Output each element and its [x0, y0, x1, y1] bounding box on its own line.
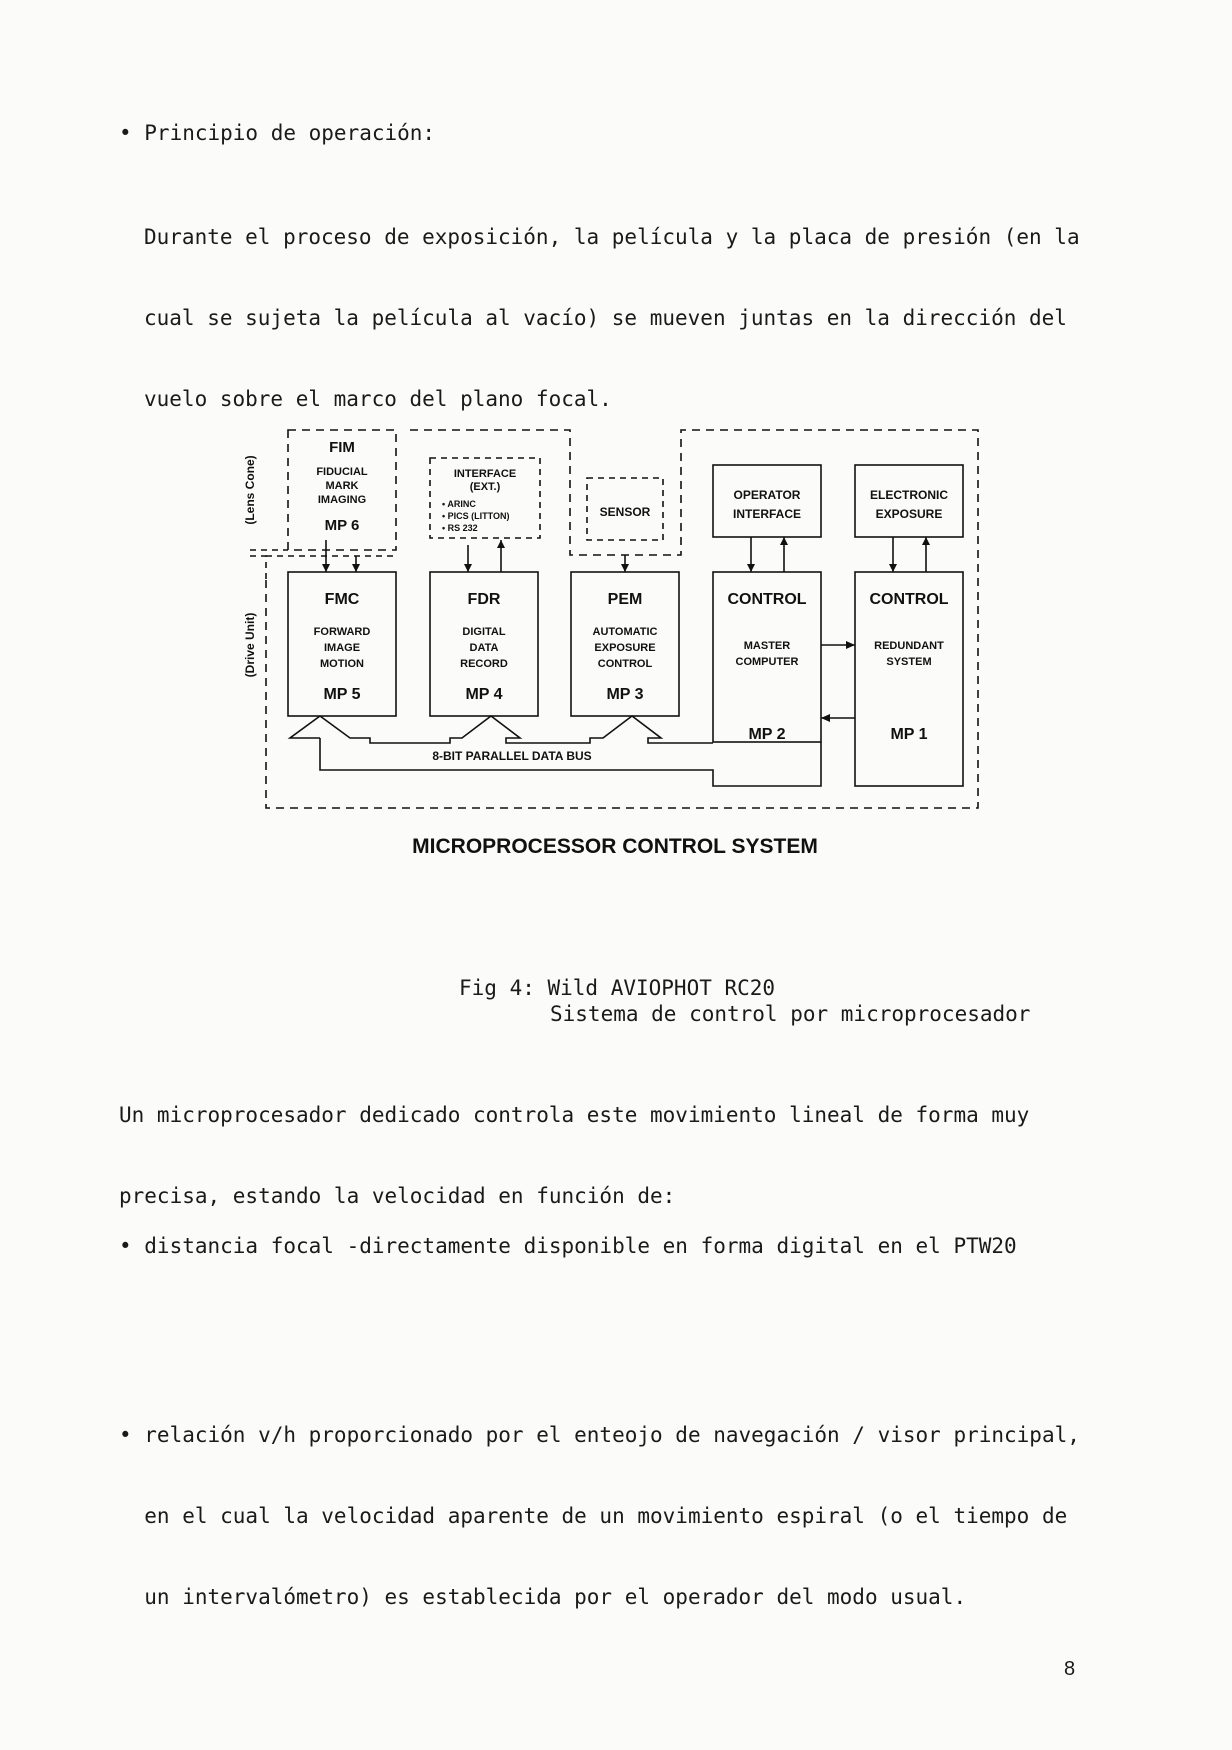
fdr-line: DIGITAL	[462, 626, 506, 638]
sensor-label: SENSOR	[599, 505, 651, 519]
interface-item: • PICS (LITTON)	[442, 511, 510, 521]
paragraph-1-line: Durante el proceso de exposición, la película y la placa de presión (en la	[144, 225, 1080, 249]
bullet-list	[119, 1125, 1080, 1692]
fdr-line: RECORD	[460, 658, 508, 670]
fmc-line: FORWARD	[313, 626, 371, 638]
fmc-abbr: FMC	[324, 591, 360, 608]
control-master-line: COMPUTER	[735, 656, 799, 668]
control-master-mp: MP 2	[748, 726, 786, 743]
page-number: 8	[1064, 1658, 1076, 1680]
bullet-line: en el cual la velocidad aparente de un movimiento espiral (o el tiempo de	[119, 1504, 1068, 1528]
bullet-item	[119, 1179, 1080, 1314]
control-master-line: MASTER	[743, 640, 791, 652]
operator-interface-line: INTERFACE	[732, 507, 802, 521]
operator-interface-line: OPERATOR	[733, 488, 801, 502]
bullet-line: • distancia focal -directamente disponible en forma digital en el PTW20	[119, 1234, 1017, 1258]
bullet-line: • relación v/h proporcionado por el enteojo de navegación / visor principal,	[119, 1423, 1080, 1447]
paragraph-2-line: precisa, estando la velocidad en función de:	[119, 1184, 676, 1208]
pem-line: AUTOMATIC	[592, 626, 658, 638]
control-redundant-line: SYSTEM	[886, 656, 932, 668]
interface-item: • ARINC	[442, 499, 476, 509]
fim-mp: MP 6	[324, 517, 360, 534]
sensor-group-boundary	[410, 430, 681, 555]
bullet-line: un intervalómetro) es establecida por el operador del modo usual.	[119, 1585, 967, 1609]
control-master-title: CONTROL	[727, 591, 807, 608]
fdr-line: DATA	[469, 642, 499, 654]
fmc-mp: MP 5	[323, 686, 361, 703]
electronic-exposure-line: ELECTRONIC	[870, 488, 948, 502]
paragraph-1-line: cual se sujeta la película al vacío) se mueven juntas en la dirección del	[144, 306, 1067, 330]
data-bus-label: 8-BIT PARALLEL DATA BUS	[432, 749, 592, 763]
pem-abbr: PEM	[607, 591, 643, 608]
pem-line: CONTROL	[597, 658, 653, 670]
interface-item: • RS 232	[442, 523, 478, 533]
outer-dashed-boundary	[266, 430, 978, 808]
fmc-line: IMAGE	[323, 642, 361, 654]
figure-caption-line2: Sistema de control por microprocesador	[550, 1002, 1031, 1026]
drive-unit-label: (Drive Unit)	[243, 612, 257, 678]
section-heading: • Principio de operación:	[119, 121, 436, 145]
interface-title: INTERFACE	[453, 468, 517, 480]
paragraph-1-line: vuelo sobre el marco del plano focal.	[144, 387, 612, 411]
pem-mp: MP 3	[606, 686, 644, 703]
pem-line: EXPOSURE	[594, 642, 656, 654]
bullet-item	[119, 1368, 1080, 1665]
figure-caption-line1: Fig 4: Wild AVIOPHOT RC20	[459, 976, 776, 1000]
control-redundant-line: REDUNDANT	[874, 640, 944, 652]
diagram-title: MICROPROCESSOR CONTROL SYSTEM	[412, 835, 818, 858]
fim-line: FIDUCIAL	[316, 466, 368, 478]
electronic-exposure-line: EXPOSURE	[875, 507, 943, 521]
control-redundant-mp: MP 1	[890, 726, 928, 743]
fdr-abbr: FDR	[467, 591, 501, 608]
fim-line: MARK	[325, 480, 359, 492]
fdr-mp: MP 4	[465, 686, 503, 703]
fim-line: IMAGING	[317, 494, 367, 506]
paragraph-2-line: Un microprocesador dedicado controla este movimiento lineal de forma muy	[119, 1103, 1030, 1127]
control-redundant-title: CONTROL	[869, 591, 949, 608]
fim-abbr: FIM	[329, 439, 355, 456]
lens-cone-label: (Lens Cone)	[243, 455, 257, 525]
interface-sub: (EXT.)	[469, 481, 501, 493]
fmc-line: MOTION	[320, 658, 364, 670]
